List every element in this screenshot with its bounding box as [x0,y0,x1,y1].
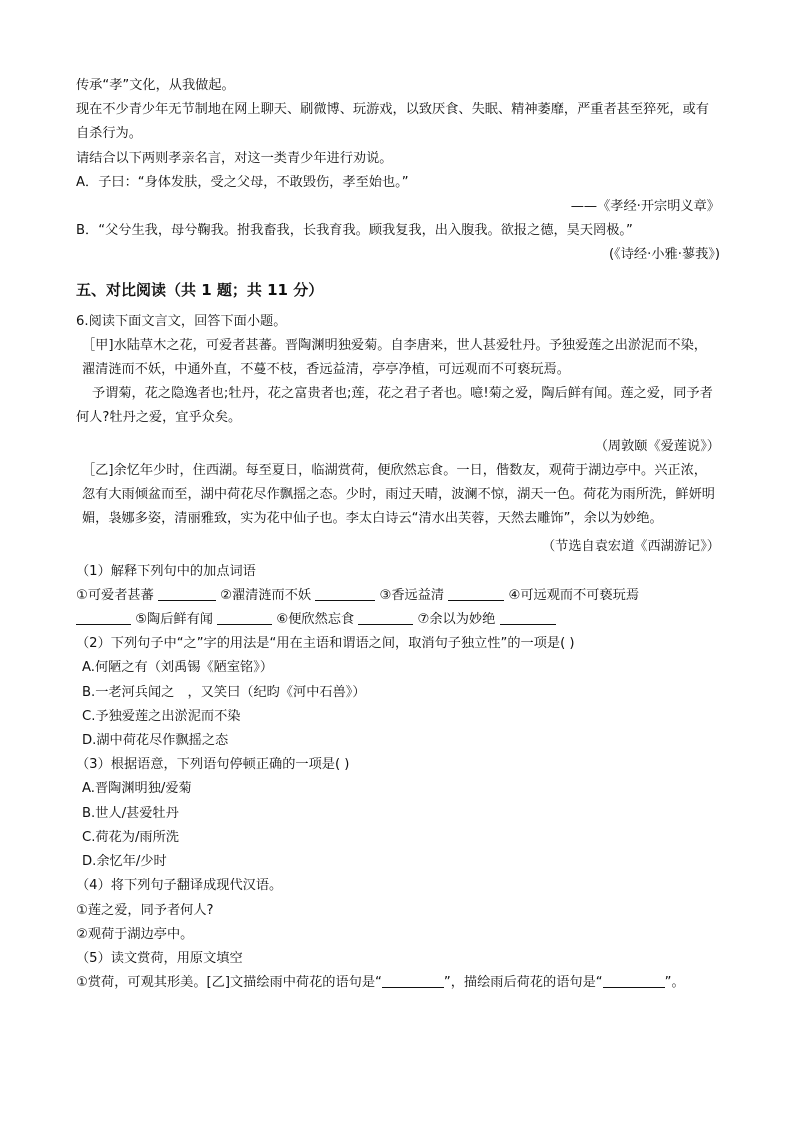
q1-prompt: （1）解释下列句中的加点词语 [76,563,256,579]
text-a-source: （周敦颐《爱莲说》） [594,438,720,454]
q1-answer-blank-7[interactable] [500,608,556,625]
q2-prompt: （2）下列句子中“之”字的用法是“用在主语和谓语之间，取消句子独立性”的一项是( ) [76,636,575,652]
q1-items-line-1 [76,584,720,608]
q1-item-7: ⑦余以为妙绝 [417,612,496,628]
question-6-intro: 6.阅读下面文言文，回答下面小题。 [76,313,287,329]
q2-option-b[interactable]: B.一老河兵闻之 ，又笑曰（纪昀《河中石兽》） [82,684,366,700]
document-page [76,74,720,995]
text-a-paragraph-1: ［甲]水陆草木之花，可爱者甚蕃。晋陶渊明独爱菊。自李唐来，世人甚爱牡丹。予独爱莲之出淤泥而不染，濯清涟而不妖，中通外直，不蔓不枝，香远益清，亭亭净植，可远观而不可亵玩焉。 [82,337,707,378]
quote-a: A．子曰：“身体发肤，受之父母，不敢毁伤，孝至始也。” [76,174,409,190]
q5-item-1-mid: ”，描绘雨后荷花的语句是“ [443,975,603,991]
q1-item-1: ①可爱者甚蕃 [76,587,154,603]
q1-item-3: ③香远益清 [379,587,445,603]
q1-answer-blank-5[interactable] [217,608,272,625]
q3-option-b[interactable]: B.世人/甚爱牡丹 [82,805,179,821]
q5-answer-blank-1[interactable] [382,971,444,988]
intro-line-1: 传承“孝”文化，从我做起。 [76,78,235,93]
q3-option-a[interactable]: A.晋陶渊明独/爱菊 [82,781,192,797]
text-a-paragraph-2: 予谓菊，花之隐逸者也;牡丹，花之富贵者也;莲，花之君子者也。噫!菊之爱，陶后鲜有闻。莲之爱，同予者何人?牡丹之爱，宜乎众矣。 [76,386,713,426]
q1-answer-blank-2[interactable] [315,584,375,601]
q1-item-5: ⑤陶后鲜有闻 [135,612,213,628]
quote-b-source: (《诗经·小雅·蓼莪》) [609,247,720,263]
q1-item-6: ⑥便欣然忘食 [276,612,355,628]
q3-prompt: （3）根据语意，下列语句停顿正确的一项是( ) [76,757,350,773]
section-heading: 五、对比阅读（共 1 题；共 11 分） [76,280,324,299]
q2-option-d[interactable]: D.湖中荷花尽作飘摇之态 [82,733,229,749]
q1-answer-blank-6[interactable] [358,608,413,625]
quote-b: B．“父兮生我，母兮鞠我。拊我畜我，长我育我。顾我复我，出入腹我。欲报之德，昊天罔极。” [76,223,633,239]
q5-item-1-start: ①赏荷，可观其形美。[乙]文描绘雨中荷花的语句是“ [76,975,382,991]
intro-line-3: 请结合以下两则孝亲名言，对这一类青少年进行劝说。 [76,150,393,166]
q1-answer-blank-1[interactable] [158,584,216,601]
q4-item-1: ①莲之爱，同予者何人? [76,902,214,918]
q5-answer-blank-2[interactable] [603,971,665,988]
q5-item-1 [76,971,720,995]
intro-line-2: 现在不少青少年无节制地在网上聊天、刷微博、玩游戏，以致厌食、失眠、精神萎靡，严重者甚至猝死，或有自杀行为。 [76,102,709,142]
q1-items-line-2 [76,608,720,632]
quote-a-source: ——《孝经·开宗明义章》 [570,199,720,215]
text-b-source: （节选自袁宏道《西湖游记》） [541,539,720,555]
q3-option-c[interactable]: C.荷花为/雨所洗 [82,829,179,845]
text-b-paragraph: ［乙]余忆年少时，住西湖。每至夏日，临湖赏荷，便欣然忘食。一日，偕数友，观荷于湖边亭中。兴正浓，忽有大雨倾盆而至，湖中荷花尽作飘摇之态。少时，雨过天晴，波澜不惊，湖天一色。荷花为雨所洗，鲜妍明媚，袅娜多姿，清丽雅致，实为花中仙子也。李太白诗云“清水出芙蓉，天然去雕饰”，余以为妙绝。 [82,462,715,527]
q2-option-a[interactable]: A.何陋之有（刘禹锡《陋室铭》） [82,660,274,676]
q4-item-2: ②观荷于湖边亭中。 [76,926,194,942]
q1-item-2: ②濯清涟而不妖 [220,587,312,603]
q3-option-d[interactable]: D.余忆年/少时 [82,854,167,870]
q2-option-c[interactable]: C.予独爱莲之出淤泥而不染 [82,708,241,724]
q1-answer-blank-4[interactable] [76,608,131,625]
q1-answer-blank-3[interactable] [448,584,504,601]
q5-item-1-end: ”。 [664,975,685,991]
q4-prompt: （4）将下列句子翻译成现代汉语。 [76,878,283,894]
q1-item-4: ④可远观而不可亵玩焉 [508,587,640,603]
q5-prompt: （5）读文赏荷，用原文填空 [76,950,243,966]
